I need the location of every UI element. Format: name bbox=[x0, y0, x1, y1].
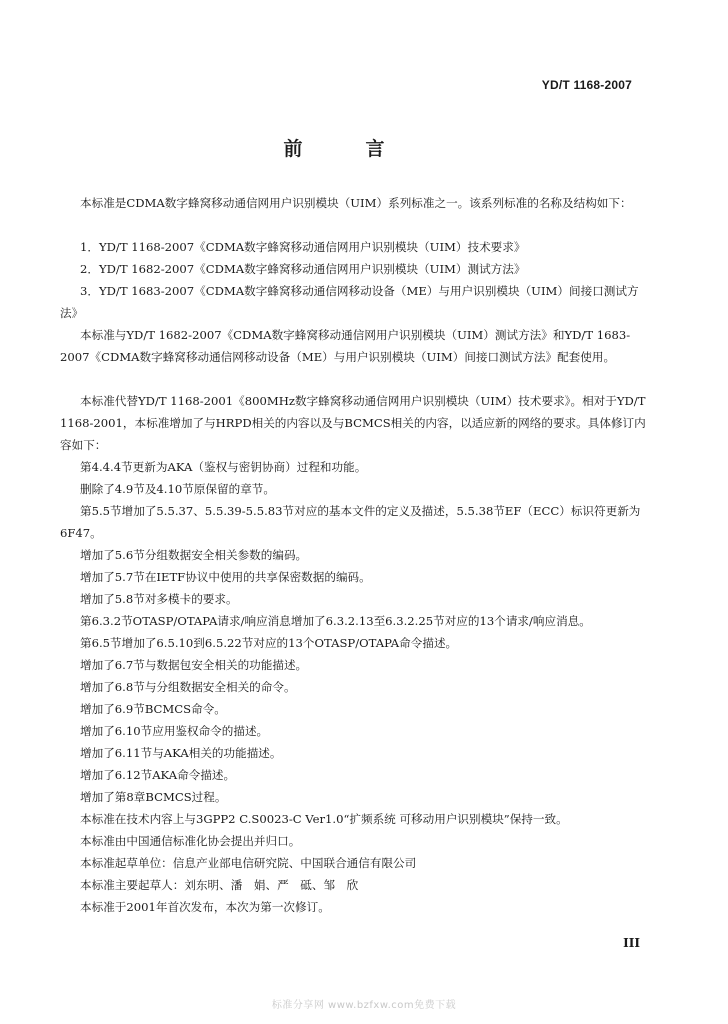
change-item: 增加了6.9节BCMCS命令。 bbox=[80, 702, 226, 716]
change-item: 删除了4.9节及4.10节原保留的章节。 bbox=[80, 482, 275, 496]
list-item-1: 1．YD/T 1168-2007《CDMA数字蜂窝移动通信网用户识别模块（UIM）技术要求》 bbox=[80, 240, 526, 254]
watermark-footer: 标准分享网 www.bzfxw.com免费下载 bbox=[271, 1000, 457, 1011]
drafting-units-paragraph: 本标准起草单位：信息产业部电信研究院、中国联合通信有限公司 bbox=[80, 856, 417, 870]
change-item: 增加了5.7节在IETF协议中使用的共享保密数据的编码。 bbox=[80, 570, 371, 584]
publication-paragraph: 本标准于2001年首次发布，本次为第一次修订。 bbox=[80, 900, 330, 914]
replacement-paragraph: 本标准代替YD/T 1168-2001《800MHz数字蜂窝移动通信网用户识别模块（UIM）技术要求》。相对于YD/T 1168-2001，本标准增加了与HRPD相关的内容以及与BCMCS相关的内容，以适应新的网络的要求。具体修订内容如下： bbox=[60, 394, 646, 452]
consistency-paragraph: 本标准在技术内容上与3GPP2 C.S0023-C Ver1.0“扩频系统 可移动用户识别模块”保持一致。 bbox=[80, 812, 568, 826]
change-item: 第4.4.4节更新为AKA（鉴权与密钥协商）过程和功能。 bbox=[80, 460, 367, 474]
change-item: 增加了第8章BCMCS过程。 bbox=[80, 790, 227, 804]
drafters-paragraph: 本标准主要起草人：刘东明、潘 娟、严 砥、邹 欣 bbox=[80, 878, 359, 892]
change-item: 增加了6.7节与数据包安全相关的功能描述。 bbox=[80, 658, 308, 672]
change-item: 增加了6.12节AKA命令描述。 bbox=[80, 768, 236, 782]
change-item: 增加了6.8节与分组数据安全相关的命令。 bbox=[80, 680, 296, 694]
page-number: III bbox=[623, 936, 640, 950]
change-item: 增加了5.8节对多模卡的要求。 bbox=[80, 592, 238, 606]
document-code: YD/T 1168-2007 bbox=[541, 78, 632, 92]
change-item: 第6.3.2节OTASP/OTAPA请求/响应消息增加了6.3.2.13至6.3.2.25节对应的13个请求/响应消息。 bbox=[80, 614, 591, 628]
list-item-2: 2．YD/T 1682-2007《CDMA数字蜂窝移动通信网用户识别模块（UIM）测试方法》 bbox=[80, 262, 526, 276]
proposer-paragraph: 本标准由中国通信标准化协会提出并归口。 bbox=[80, 834, 301, 848]
change-item: 增加了6.11节与AKA相关的功能描述。 bbox=[80, 746, 282, 760]
change-item: 增加了6.10节应用鉴权命令的描述。 bbox=[80, 724, 269, 738]
change-item: 第5.5节增加了5.5.37、5.5.39-5.5.83节对应的基本文件的定义及描述，5.5.38节EF（ECC）标识符更新为6F47。 bbox=[60, 504, 641, 540]
companion-standards-paragraph: 本标准与YD/T 1682-2007《CDMA数字蜂窝移动通信网用户识别模块（UIM）测试方法》和YD/T 1683-2007《CDMA数字蜂窝移动通信网移动设备（ME）与用户识别模块（UIM）间接口测试方法》配套使用。 bbox=[60, 328, 631, 364]
change-item: 增加了5.6节分组数据安全相关参数的编码。 bbox=[80, 548, 308, 562]
page-title: 前 言 bbox=[283, 138, 407, 160]
intro-paragraph: 本标准是CDMA数字蜂窝移动通信网用户识别模块（UIM）系列标准之一。该系列标准的名称及结构如下： bbox=[80, 196, 632, 210]
change-item: 第6.5节增加了6.5.10到6.5.22节对应的13个OTASP/OTAPA命令描述。 bbox=[80, 636, 458, 650]
list-item-3: 3．YD/T 1683-2007《CDMA数字蜂窝移动通信网移动设备（ME）与用户识别模块（UIM）间接口测试方法》 bbox=[60, 284, 639, 320]
